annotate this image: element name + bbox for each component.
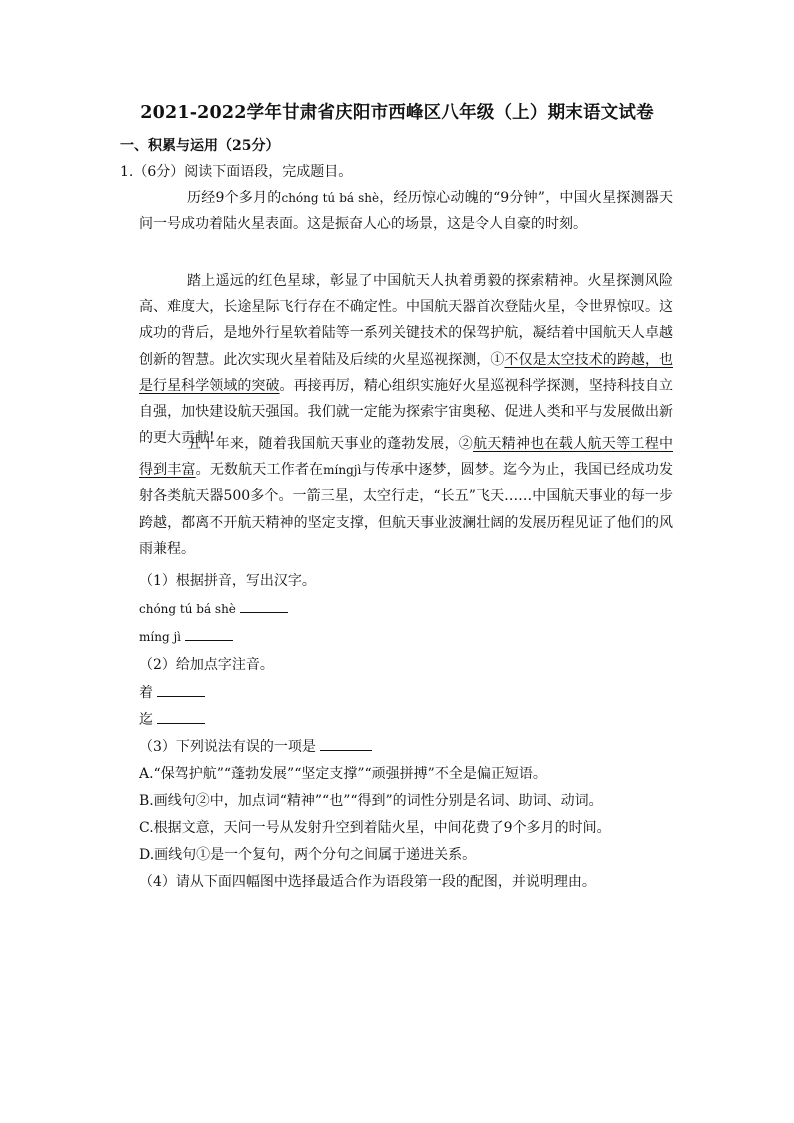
- sub-question-3-text: （3）下列说法有误的一项是: [139, 739, 316, 755]
- paragraph-text: 踏上遥远的红色星球，彰显了中国航天人执着勇毅的探索精神。火星探测风险高、难度大，长途星际飞行存在不确定性。中国航天器首次登陆火星，令世界惊叹。这成功的背后，是地外行星软着陆等一系列关键技术的保驾护航，凝结着中国航天人卓越创新的智慧。此次实现火星着陆及后续的火星巡视探测，①: [139, 273, 673, 368]
- paragraph-text: ，经历惊心动魄的“9分钟”，中国火星探测器天问一号成功着陆火星表面。这是振奋人心的场景，这是令人自豪的时刻。: [139, 190, 673, 233]
- pinyin-prompt: chóng tú bá shè: [139, 602, 236, 616]
- paragraph-text: 与传承中逐梦，圆梦。迄今为止，我国已经成功发射各类航天器500多个。一箭三星，太空行走，“长五”飞天……中国航天事业的每一步跨越，都离不开航天精神的坚定支撑，但航天事业波澜壮阔的发展历程见证了他们的风雨兼程。: [139, 462, 674, 557]
- underlined-sentence-1: 不仅是太空技术的跨越，也是行星科学领域的突破: [139, 351, 674, 394]
- paragraph-text: 五十年来，随着我国航天事业的蓬勃发展，②: [187, 436, 474, 452]
- question-1-stem: 1.（6分）阅读下面语段，完成题目。: [120, 164, 353, 180]
- pinyin-text: míngjì: [323, 463, 362, 478]
- answer-line-1: [139, 598, 288, 617]
- option-d: D.画线句①是一个复句，两个分句之间属于递进关系。: [139, 847, 477, 863]
- paragraph-text: 历经9个多月的: [187, 190, 282, 206]
- answer-blank[interactable]: [157, 682, 205, 697]
- answer-blank[interactable]: [320, 736, 372, 751]
- char-prompt: 着: [139, 685, 153, 701]
- option-a: A.“保驾护航”“蓬勃发展”“坚定支撑”“顽强拼搏”不全是偏正短语。: [139, 766, 547, 782]
- sub-question-1: （1）根据拼音，写出汉字。: [139, 573, 316, 589]
- underlined-sentence-2: 航天精神也在载人航天等工程中得到丰富: [139, 436, 674, 479]
- answer-line-3: [139, 682, 205, 702]
- answer-line-4: [139, 709, 205, 729]
- sub-question-3: [139, 736, 372, 756]
- passage-paragraph-3: [139, 431, 673, 562]
- answer-blank[interactable]: [157, 709, 205, 724]
- paragraph-text: 。再接再厉，精心组织实施好火星巡视科学探测，坚持科技自立自强，加快建设航天强国。我们就一定能为探索宇宙奥秘、促进人类和平与发展做出新的更大贡献!: [139, 377, 674, 447]
- paragraph-text: 。无数航天工作者在: [195, 462, 324, 479]
- answer-blank[interactable]: [185, 626, 233, 641]
- answer-line-2: [139, 626, 233, 645]
- sub-question-4: （4）请从下面四幅图中选择最适合作为语段第一段的配图，并说明理由。: [139, 874, 596, 890]
- passage-paragraph-2: [139, 268, 673, 451]
- char-prompt: 迄: [139, 712, 153, 728]
- section-heading: 一、积累与运用（25分）: [120, 138, 280, 154]
- sub-question-2: （2）给加点字注音。: [139, 657, 274, 673]
- pinyin-text: chóng tú bá shè: [281, 191, 380, 205]
- answer-blank[interactable]: [240, 598, 288, 613]
- page-title: 2021-2022学年甘肃省庆阳市西峰区八年级（上）期末语文试卷: [140, 103, 654, 123]
- option-b: B.画线句②中，加点词“精神”“也”“得到”的词性分别是名词、助词、动词。: [139, 793, 603, 809]
- pinyin-prompt: míng jì: [139, 630, 181, 644]
- passage-paragraph-1: [139, 185, 673, 237]
- option-c: C.根据文意，天问一号从发射升空到着陆火星，中间花费了9个多月的时间。: [139, 820, 611, 836]
